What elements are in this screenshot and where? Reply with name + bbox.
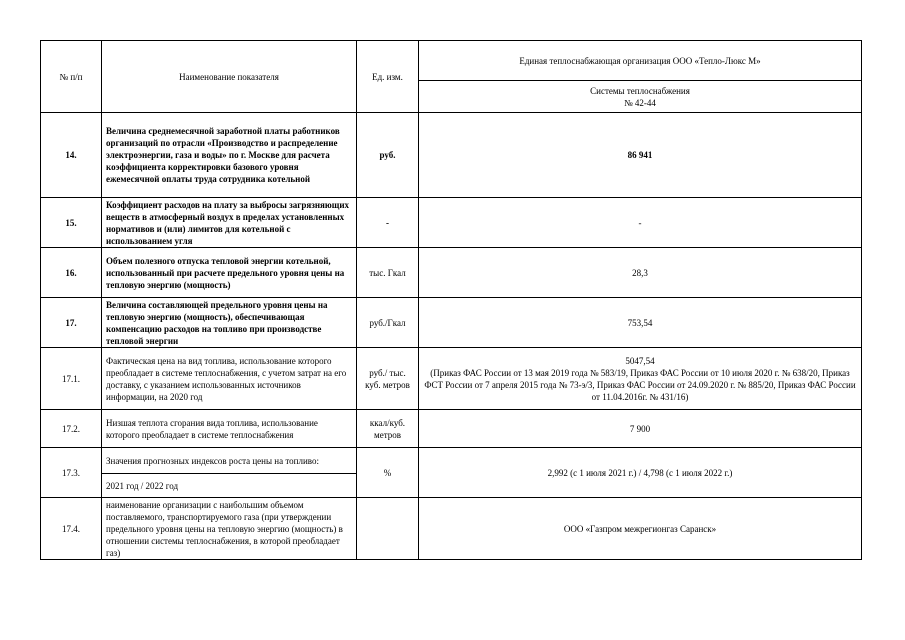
row-value: 5047,54 (Приказ ФАС России от 13 мая 2019 года № 583/19, Приказ ФАС России от 10 июля 2020 г. № 638/20, Приказ ФСТ России от 7 апреля 2015 года № 73-э/3, Приказ ФАС России от 24.09.2020 г. № 885/20, Приказ ФАС России от 11.04.2016г. № 431/16) — [419, 348, 862, 410]
indicator-table — [40, 40, 862, 560]
row-value: ООО «Газпром межрегионгаз Саранск» — [419, 498, 862, 560]
row-name: Величина составляющей предельного уровня цены на тепловую энергию (мощность), обеспечивающая компенсацию расходов на топливо при производстве тепловой энергии — [102, 298, 357, 348]
row-unit: ккал/куб. метров — [357, 410, 419, 448]
row-unit: - — [357, 198, 419, 248]
header-num: № п/п — [41, 41, 102, 113]
header-unit: Ед. изм. — [357, 41, 419, 113]
table-row — [41, 348, 862, 410]
row-name: Коэффициент расходов на плату за выбросы загрязняющих веществ в атмосферный воздух в пределах установленных нормативов и (или) лимитов для котельной с использованием угля — [102, 198, 357, 248]
row-name: Объем полезного отпуска тепловой энергии котельной, использованный при расчете предельного уровня цены на тепловую энергию (мощность) — [102, 248, 357, 298]
row-unit: тыс. Гкал — [357, 248, 419, 298]
table-row — [41, 113, 862, 198]
row-value: 28,3 — [419, 248, 862, 298]
row-num: 17.1. — [41, 348, 102, 410]
row-num: 17.4. — [41, 498, 102, 560]
row-unit — [357, 498, 419, 560]
row-unit: % — [357, 448, 419, 498]
table-row — [41, 248, 862, 298]
row-unit: руб./Гкал — [357, 298, 419, 348]
header-org: Единая теплоснабжающая организация ООО «Тепло-Люкс М» — [419, 41, 862, 81]
row-name: Величина среднемесячной заработной платы работников организаций по отрасли «Производство и распределение электроэнергии, газа и воды» по г. Москве для расчета коэффициента корректировки базового уровня ежемесячной оплаты труда сотрудника котельной — [102, 113, 357, 198]
table-row — [41, 198, 862, 248]
header-row — [41, 41, 862, 81]
header-name: Наименование показателя — [102, 41, 357, 113]
row-unit: руб./ тыс. куб. метров — [357, 348, 419, 410]
row-num: 17.2. — [41, 410, 102, 448]
table-row — [41, 498, 862, 560]
row-num: 16. — [41, 248, 102, 298]
row-value: 2,992 (с 1 июля 2021 г.) / 4,798 (с 1 июля 2022 г.) — [419, 448, 862, 498]
table-row — [41, 448, 862, 474]
table-row — [41, 410, 862, 448]
row-value: 753,54 — [419, 298, 862, 348]
row-name-sub: 2021 год / 2022 год — [102, 474, 357, 498]
row-num: 15. — [41, 198, 102, 248]
row-name: наименование организации с наибольшим объемом поставляемого, транспортируемого газа (при утверждении предельного уровня цены на тепловую энергию (мощность) в отношении системы теплоснабжения, в которой преобладает газ) — [102, 498, 357, 560]
row-value: 86 941 — [419, 113, 862, 198]
row-num: 17.3. — [41, 448, 102, 498]
row-num: 17. — [41, 298, 102, 348]
header-systems: Системы теплоснабжения № 42-44 — [419, 81, 862, 113]
row-name: Фактическая цена на вид топлива, использование которого преобладает в системе теплоснабжения, с учетом затрат на его доставку, с указанием использованных источников информации, на 2020 год — [102, 348, 357, 410]
row-value: 7 900 — [419, 410, 862, 448]
row-name: Низшая теплота сгорания вида топлива, использование которого преобладает в системе теплоснабжения — [102, 410, 357, 448]
row-num: 14. — [41, 113, 102, 198]
row-name: Значения прогнозных индексов роста цены на топливо: — [102, 448, 357, 474]
table-row — [41, 298, 862, 348]
row-unit: руб. — [357, 113, 419, 198]
row-value: - — [419, 198, 862, 248]
